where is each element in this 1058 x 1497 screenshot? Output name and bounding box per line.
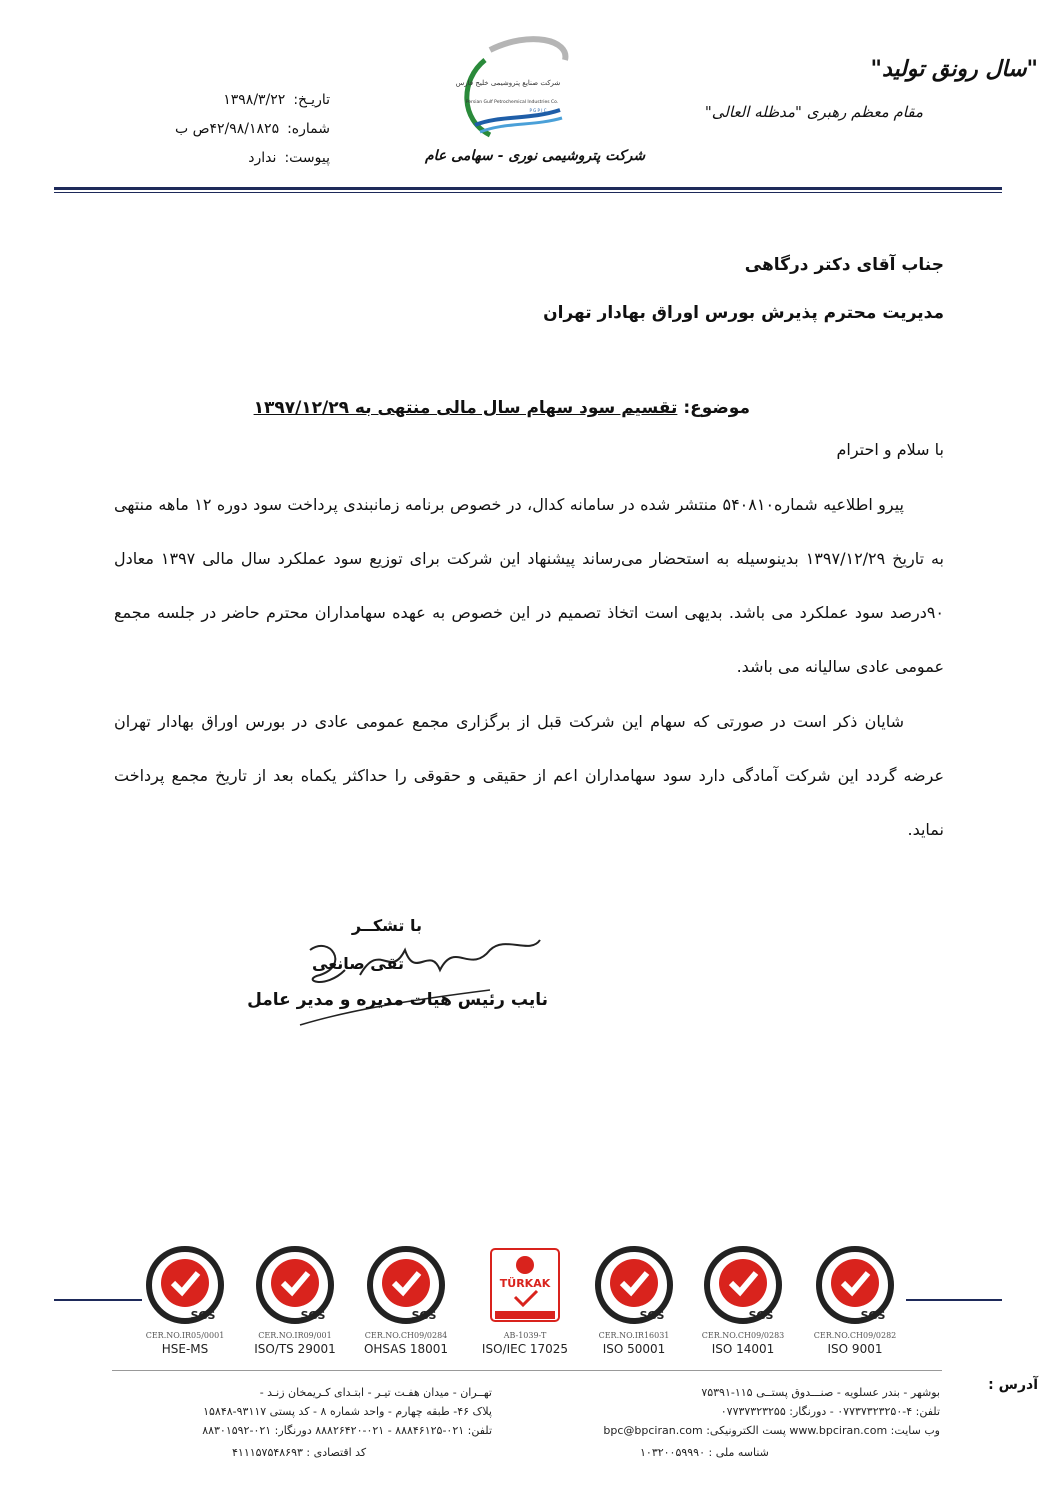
sgs-certification-badge-icon (255, 1245, 335, 1325)
cert-label: ISO/TS 29001 (254, 1342, 336, 1356)
badge-mark: SGS (748, 1309, 774, 1322)
header-divider (54, 187, 1002, 190)
cert-number: CER.NO.CH09/0283 (701, 1331, 785, 1340)
cert-label: ISO 14001 (711, 1342, 775, 1356)
cert-number: AB-1039-T (503, 1331, 547, 1340)
subject-line (254, 398, 750, 418)
cert-iso-ts-29001 (245, 1245, 345, 1370)
cert-number: CER.NO.CH09/0282 (813, 1331, 897, 1340)
subject-text: تقسیم سود سهام سال مالی منتهی به ۱۳۹۷/۱۲/۲۹ (253, 398, 678, 418)
paragraph-1: پیرو اطلاعیه شماره۵۴۰۸۱۰ منتشر شده در سامانه کدال، در خصوص برنامه زمانبندی پرداخت سود دوره ۱۲ ماهه منتهی به تاریخ ۱۳۹۷/۱۲/۲۹ بدینوسیله به استحضار می‌رساند پیشنهاد این شرکت برای توزیع سود عملکرد سال مالی ۱۳۹۷ معادل ۹۰درصد سود عملکرد می باشد. بدیهی است اتخاذ تصمیم در این خصوص به عهده سهامداران محترم حاضر در جلسه مجمع عمومی عادی سالیانه می باشد. (114, 495, 945, 676)
logo-abbr: P G P I C (529, 108, 547, 113)
cert-iso-iec-17025 (475, 1245, 575, 1370)
cert-iso-14001 (693, 1245, 793, 1370)
sgs-certification-badge-icon (145, 1245, 225, 1325)
bushehr-address (590, 1383, 940, 1440)
logo-line1: شرکت صنایع پتروشیمی خلیج فارس (455, 79, 561, 87)
handwritten-signature (290, 930, 550, 1040)
address-label: آدرس : (988, 1377, 1038, 1393)
badge-mark: SGS (639, 1309, 665, 1322)
economic-code: کد اقتصادی : ۴۱۱۱۵۷۵۴۸۶۹۳ (232, 1446, 367, 1459)
slogan: "سال رونق تولید" (870, 56, 1038, 82)
badge-mark: SGS (190, 1309, 216, 1322)
cert-ohsas-18001 (356, 1245, 456, 1370)
tehran-line-2: پلاک ۴۶- طبقه چهارم - واحد شماره ۸ - کد پستی ۹۳۱۱۷-۱۵۸۴۸ (203, 1405, 492, 1418)
bushehr-line-1: بوشهر - بندر عسلویه - صنـــدوق پستــی ۱۱۵-۷۵۳۹۱ (701, 1386, 940, 1399)
cert-label: HSE-MS (161, 1342, 209, 1356)
signer-title: نایب رئیس هیات مدیره و مدیر عامل (247, 990, 548, 1010)
cert-label: OHSAS 18001 (363, 1342, 449, 1356)
sgs-certification-badge-icon (703, 1245, 783, 1325)
national-id: شناسه ملی : ۱۰۳۲۰۰۵۹۹۹۰ (640, 1446, 769, 1459)
date-value: ۱۳۹۸/۳/۲۲ (223, 92, 286, 108)
cert-number: CER.NO.IR05/0001 (145, 1331, 225, 1340)
cert-iso-50001 (584, 1245, 684, 1370)
cert-label: ISO 9001 (827, 1342, 883, 1356)
badge-mark: TÜRKAK (499, 1277, 551, 1290)
sgs-certification-badge-icon (594, 1245, 674, 1325)
signer-name: تقی صانعی (312, 954, 404, 973)
tehran-line-3: تلفن: ۰۲۱-۸۸۸۴۶۱۲۵ - ۰۲۱-۸۸۸۲۶۴۲۰ دورنگار: ۰۲۱-۸۸۳۰۱۵۹۲ (202, 1424, 492, 1437)
attachment-value: ندارد (248, 150, 277, 166)
number-row (160, 115, 330, 144)
closing: با تشکــر (351, 916, 422, 935)
attachment-label: پیوست: (284, 150, 330, 166)
bushehr-line-3: وب سایت: www.bpciran.com پست الکترونیکی: bpc@bpciran.com (603, 1424, 940, 1437)
header-divider-thin (54, 192, 1002, 193)
cert-label: ISO/IEC 17025 (481, 1342, 569, 1356)
addressee: جناب آقای دکتر درگاهی (744, 255, 944, 275)
sgs-certification-badge-icon (815, 1245, 895, 1325)
cert-line-right (906, 1299, 1002, 1301)
footer-divider (112, 1370, 942, 1371)
badge-mark: SGS (860, 1309, 886, 1322)
company-name: شرکت پتروشیمی نوری - سهامی عام (425, 148, 646, 164)
date-label: تاریـخ: (293, 92, 330, 108)
number-value: ۴۲/۹۸/۱۸۲۵ص ب (174, 121, 280, 137)
greeting: با سلام و احترام (836, 440, 944, 459)
cert-line-left (54, 1299, 142, 1301)
bushehr-line-2: تلفن: ۴-۰۷۷۳۷۳۲۳۲۵۰ - دورنگار: ۰۷۷۳۷۳۲۳۲۵۵ (720, 1405, 940, 1418)
leader-title: مقام معظم رهبری "مدظله العالی" (704, 103, 923, 121)
paragraph-2: شایان ذکر است در صورتی که سهام این شرکت قبل از برگزاری مجمع عمومی عادی در بورس اوراق بهادار تهران عرضه گردد این شرکت آمادگی دارد سود سهامداران اعم از حقیقی و حقوقی را حداکثر یکماه بعد از تاریخ مجمع پرداخت نماید. (114, 712, 944, 839)
sgs-certification-badge-icon (366, 1245, 446, 1325)
number-label: شماره: (287, 121, 330, 137)
tehran-address (132, 1383, 492, 1440)
cert-iso-9001 (805, 1245, 905, 1370)
subject-label: موضوع: (683, 398, 750, 418)
tehran-line-1: تهــران - میدان هفـت تیـر - ابتـدای کـریمخان زنـد - (259, 1386, 492, 1399)
badge-mark: SGS (300, 1309, 326, 1322)
logo-line2: Persian Gulf Petrochemical Industries Co. (465, 100, 559, 105)
cert-number: CER.NO.IR09/001 (258, 1331, 332, 1340)
cert-number: CER.NO.IR16031 (598, 1331, 670, 1340)
turkak-accreditation-badge-icon (485, 1245, 565, 1325)
badge-mark: SGS (411, 1309, 437, 1322)
company-logo (430, 30, 580, 150)
cert-label: ISO 50001 (602, 1342, 666, 1356)
cert-number: CER.NO.CH09/0284 (364, 1331, 448, 1340)
addressee-title: مدیریت محترم پذیرش بورس اوراق بهادار تهران (543, 303, 944, 323)
letter-meta (160, 86, 330, 173)
date-row (160, 86, 330, 115)
cert-hse-ms (135, 1245, 235, 1370)
attachment-row (160, 144, 330, 173)
